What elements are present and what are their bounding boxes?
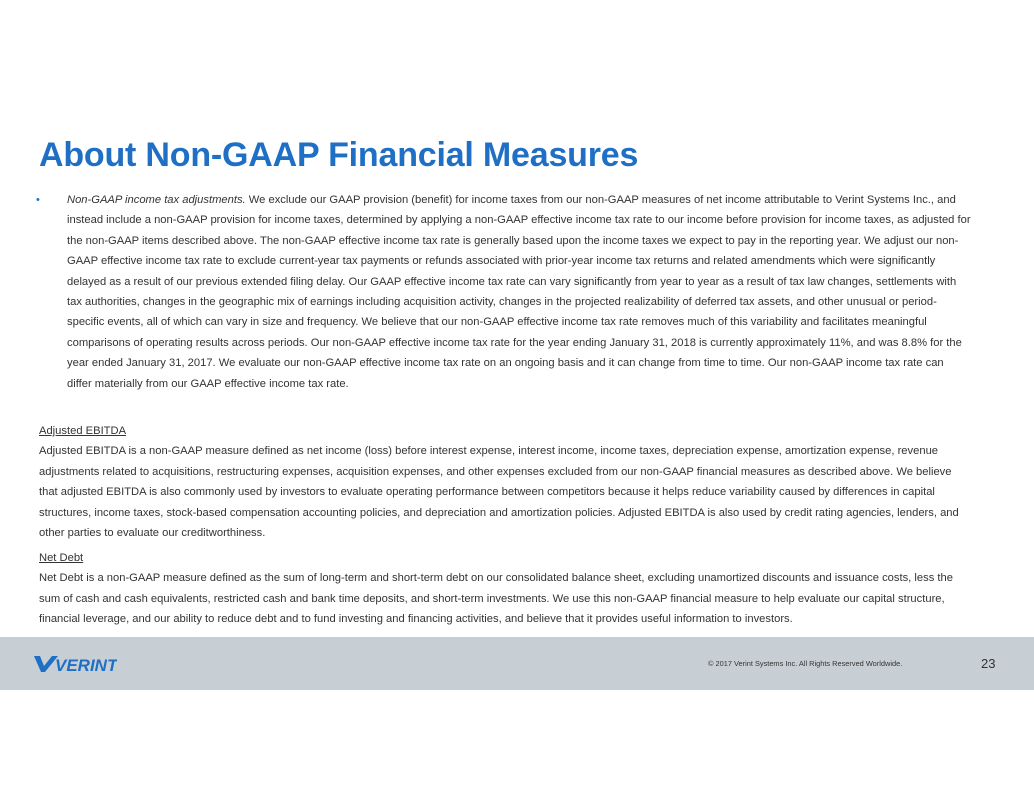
bullet-lead: Non-GAAP income tax adjustments. xyxy=(67,194,246,206)
section-paragraph: Net Debt is a non-GAAP measure defined as the sum of long-term and short-term debt on our consolidated balance sheet, excluding unamortized discounts and issuance costs, less the sum of cash and cash equivalents, restricted cash and bank time deposits, and short-term investments. We use this non-GAAP financial measure to help evaluate our capital structure, financial leverage, and our ability to reduce debt and to fund investing and financing activities, and believe that it provides useful information to investors. xyxy=(39,572,953,626)
bullet-paragraph xyxy=(67,190,971,394)
section-adjusted-ebitda xyxy=(39,421,969,543)
verint-logo-icon xyxy=(31,654,117,674)
logo-text: VERINT xyxy=(55,656,117,674)
bullet-marker: • xyxy=(36,194,40,206)
section-net-debt xyxy=(39,548,969,630)
section-heading: Net Debt xyxy=(39,552,84,564)
footer-bar xyxy=(0,637,1034,690)
section-heading: Adjusted EBITDA xyxy=(39,425,127,437)
bullet-body: We exclude our GAAP provision (benefit) for income taxes from our non-GAAP measures of net income attributable to Verint Systems Inc., and instead include a non-GAAP provision for income taxes, determined by applying a non-GAAP effective income tax rate to our income before provision for income taxes, as adjusted for the non-GAAP items described above. The non-GAAP effective income tax rate is generally based upon the income taxes we expect to pay in the reporting year. We adjust our non-GAAP effective income tax rate to exclude current-year tax payments or refunds associated with prior-year income tax returns and related amendments which were significantly delayed as a result of our previous extended filing delay. Our GAAP effective income tax rate can vary significantly from year to year as a result of tax law changes, settlements with tax authorities, changes in the geographic mix of earnings including acquisition activity, changes in the projected realizability of deferred tax assets, and other unusual or period-specific events, all of which can vary in size and frequency. We believe that our non-GAAP effective income tax rate removes much of this variability and facilitates meaningful comparisons of operating results across periods. Our non-GAAP effective income tax rate for the year ending January 31, 2018 is currently approximately 11%, and was 8.8% for the year ended January 31, 2017. We evaluate our non-GAAP effective income tax rate on an ongoing basis and it can change from time to time. Our non-GAAP income tax rate can differ materially from our GAAP effective income tax rate. xyxy=(67,194,971,390)
page-title: About Non-GAAP Financial Measures xyxy=(39,136,639,174)
section-paragraph: Adjusted EBITDA is a non-GAAP measure defined as net income (loss) before interest expense, interest income, income taxes, depreciation expense, amortization expense, revenue adjustments related to acquisitions, restructuring expenses, acquisition expenses, and other expenses excluded from our non-GAAP financial measures as described above. We believe that adjusted EBITDA is also commonly used by investors to evaluate operating performance between competitors because it helps reduce variability caused by differences in capital structures, income taxes, stock-based compensation accounting policies, and depreciation and amortization policies. Adjusted EBITDA is also used by credit rating agencies, lenders, and other parties to evaluate our creditworthiness. xyxy=(39,445,959,540)
page-number: 23 xyxy=(981,656,996,671)
copyright-text: © 2017 Verint Systems Inc. All Rights Reserved Worldwide. xyxy=(708,659,903,668)
